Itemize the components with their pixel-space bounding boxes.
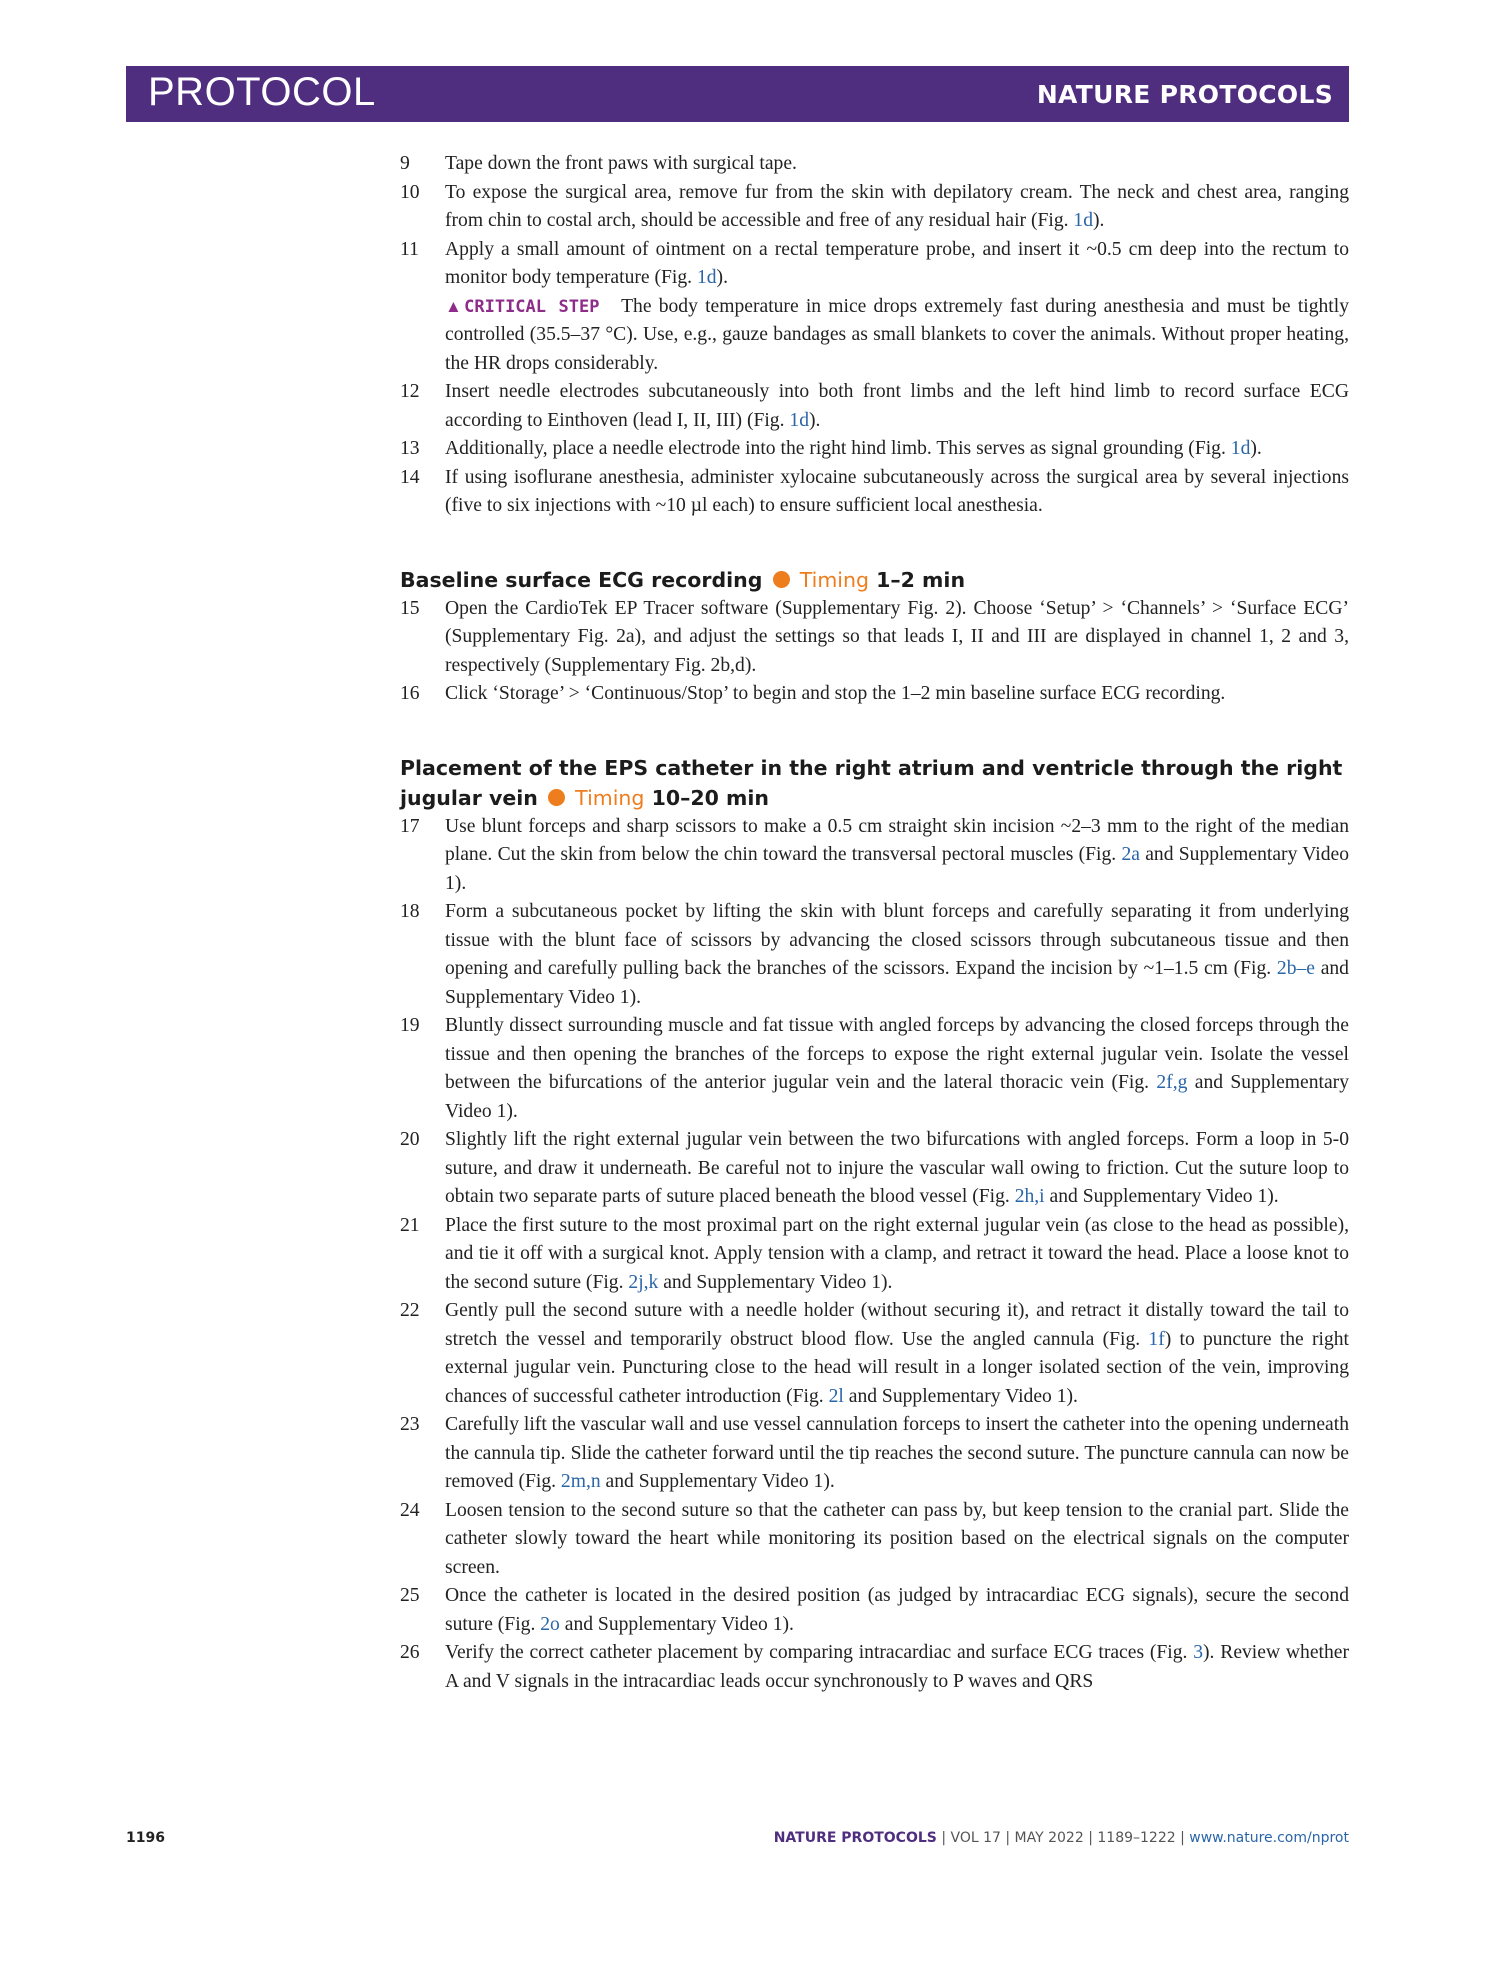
section-title: Placement of the EPS catheter in the right atrium and ventricle through the right jugular vein [400, 755, 1343, 810]
step-12 [400, 378, 1349, 435]
figure-link[interactable]: 1d [789, 409, 809, 431]
step-14 [400, 464, 1349, 521]
step-number: 21 [400, 1214, 420, 1236]
step-11 [400, 236, 1349, 379]
step-text-end: ). [809, 409, 821, 431]
timing-value: 10–20 min [651, 785, 770, 810]
critical-triangle-icon: ▲ [445, 296, 465, 316]
figure-link[interactable]: 3 [1193, 1642, 1204, 1663]
volume: VOL 17 [950, 1830, 1001, 1846]
step-number: 24 [400, 1499, 420, 1521]
step-text-end: and Supplementary Video 1). [445, 844, 1349, 894]
step-text-end: and Supplementary Video 1). [445, 1072, 1349, 1122]
timing-label: Timing [799, 567, 869, 592]
figure-link[interactable]: 2b–e [1276, 958, 1315, 979]
step-number: 16 [400, 683, 420, 704]
step-text: Tape down the front paws with surgical tape. [445, 153, 797, 174]
separator: | [1000, 1830, 1015, 1846]
section-heading-catheter [400, 753, 1349, 813]
step-text-end: and Supplementary Video 1). [559, 1613, 794, 1635]
timing-value: 1–2 min [876, 567, 966, 592]
step-number: 22 [400, 1300, 420, 1321]
step-17 [400, 813, 1349, 899]
step-text: If using isoflurane anesthesia, administer xylocaine subcutaneously across the surgical area by several injections (five to six injections with ~10 µl each) to ensure sufficient local anesthesia. [445, 466, 1349, 516]
main-content [400, 150, 1349, 1696]
step-text-end: and Supplementary Video 1). [600, 1471, 835, 1492]
step-24 [400, 1497, 1349, 1583]
step-text: Loosen tension to the second suture so that the catheter can pass by, but keep tension to the cranial part. Slide the catheter slowly toward the heart while monitoring its position based on the electrical signals on the computer screen. [445, 1499, 1349, 1578]
step-text-end: ). [1093, 210, 1105, 231]
step-19 [400, 1012, 1349, 1126]
step-number: 13 [400, 438, 420, 459]
step-18 [400, 898, 1349, 1012]
step-text: Gently pull the second suture with a needle holder (without securing it), and retract it distally toward the tail to stretch the vessel and temporarily obstruct blood flow. Use the angled cannula (Fig. [445, 1300, 1349, 1350]
separator: | [1175, 1830, 1190, 1846]
section-title: Baseline surface ECG recording [400, 567, 763, 592]
step-text-end: and Supplementary Video 1). [1044, 1186, 1279, 1207]
page-footer [126, 1830, 1349, 1854]
step-text-end: and Supplementary Video 1). [843, 1385, 1078, 1407]
figure-link[interactable]: 2f,g [1156, 1072, 1188, 1093]
figure-link[interactable]: 2o [540, 1613, 560, 1635]
page-range: 1189–1222 [1097, 1830, 1176, 1846]
step-16 [400, 680, 1349, 709]
step-number: 23 [400, 1414, 420, 1435]
critical-step-label: CRITICAL STEP [464, 296, 600, 317]
step-10 [400, 179, 1349, 236]
step-21 [400, 1212, 1349, 1298]
step-number: 9 [400, 153, 410, 174]
issue-date: MAY 2022 [1014, 1830, 1084, 1846]
step-20 [400, 1126, 1349, 1212]
timing-label: Timing [575, 785, 645, 810]
step-text: Once the catheter is located in the desired position (as judged by intracardiac ECG signals), secure the second suture (Fig. [445, 1585, 1349, 1635]
step-25 [400, 1582, 1349, 1639]
step-text: Place the first suture to the most proximal part on the right external jugular vein (as close to the head as possible), and tie it off with a surgical knot. Apply tension with a clamp, and retract it toward the head. Place a loose knot to the second suture (Fig. [445, 1214, 1349, 1293]
step-text-end: ). [1250, 438, 1262, 459]
step-number: 25 [400, 1585, 420, 1606]
step-text-end: ). [716, 267, 728, 288]
journal-citation [774, 1830, 1349, 1846]
section-heading-baseline [400, 565, 1349, 595]
page-header [126, 66, 1349, 122]
step-text: Click ‘Storage’ > ‘Continuous/Stop’ to begin and stop the 1–2 min baseline surface ECG recording. [445, 683, 1226, 704]
step-number: 15 [400, 597, 420, 619]
step-number: 11 [400, 238, 419, 260]
step-text: Insert needle electrodes subcutaneously into both front limbs and the left hind limb to record surface ECG according to Einthoven (lead I, II, III) (Fig. [445, 381, 1349, 431]
separator: | [936, 1830, 951, 1846]
step-text: Open the CardioTek EP Tracer software (Supplementary Fig. 2). Choose ‘Setup’ > ‘Channels’ > ‘Surface ECG’ (Supplementary Fig. 2a), and adjust the settings so that leads I, II and III are displayed in channel 1, 2 and 3, respectively (Supplementary Fig. 2b,d). [445, 597, 1349, 676]
step-text: Verify the correct catheter placement by comparing intracardiac and surface ECG traces (Fig. [445, 1642, 1194, 1663]
figure-link[interactable]: 1d [1073, 210, 1094, 231]
step-23 [400, 1411, 1349, 1497]
step-number: 18 [400, 901, 420, 922]
step-text-end: ). Review whether A and V signals in the intracardiac leads occur synchronously to P waves and QRS [445, 1642, 1349, 1692]
step-number: 19 [400, 1015, 420, 1036]
step-text: Carefully lift the vascular wall and use vessel cannulation forceps to insert the catheter into the opening underneath the cannula tip. Slide the catheter forward until the tip reaches the second suture. The puncture cannula can now be removed (Fig. [445, 1414, 1349, 1492]
step-22 [400, 1297, 1349, 1411]
step-13 [400, 435, 1349, 464]
timing-dot-icon [773, 571, 790, 588]
step-number: 17 [400, 815, 420, 837]
journal-label: NATURE PROTOCOLS [1036, 80, 1333, 109]
section-type-label: PROTOCOL [148, 70, 376, 114]
step-9 [400, 150, 1349, 179]
figure-link[interactable]: 2m,n [560, 1471, 601, 1492]
critical-step-text: The body temperature in mice drops extremely fast during anesthesia and must be tightly controlled (35.5–37 °C). Use, e.g., gauze bandages as small blankets to cover the animals. Without proper heating, the HR drops considerably. [445, 295, 1349, 374]
step-text: Bluntly dissect surrounding muscle and fat tissue with angled forceps by advancing the closed forceps through the tissue and then opening the branches of the forceps to expose the right external jugular vein. Isolate the vessel between the bifurcations of the anterior jugular vein and the lateral thoracic vein (Fig. [445, 1015, 1349, 1093]
step-number: 12 [400, 381, 420, 402]
step-text-end: and Supplementary Video 1). [445, 958, 1349, 1008]
figure-link[interactable]: 2j,k [628, 1271, 659, 1293]
timing-dot-icon [548, 789, 565, 806]
step-text: Use blunt forceps and sharp scissors to make a 0.5 cm straight skin incision ~2–3 mm to the right of the median plane. Cut the skin from below the chin toward the transversal pectoral muscles (Fig. [445, 815, 1349, 865]
step-text-end: and Supplementary Video 1). [658, 1271, 893, 1293]
step-text: Slightly lift the right external jugular vein between the two bifurcations with angled forceps. Form a loop in 5-0 suture, and draw it underneath. Be careful not to injure the vascular wall owing to friction. Cut the suture loop to obtain two separate parts of suture placed beneath the blood vessel (Fig. [445, 1129, 1349, 1207]
step-number: 14 [400, 466, 420, 488]
step-number: 20 [400, 1129, 420, 1150]
step-text: To expose the surgical area, remove fur from the skin with depilatory cream. The neck and chest area, ranging from chin to costal arch, should be accessible and free of any residual hair (Fig. [445, 181, 1349, 231]
figure-link[interactable]: 2a [1121, 844, 1140, 865]
step-text: Apply a small amount of ointment on a rectal temperature probe, and insert it ~0.5 cm deep into the rectum to monitor body temperature (Fig. [445, 238, 1349, 288]
figure-link[interactable]: 1d [1230, 438, 1251, 459]
step-text: Form a subcutaneous pocket by lifting the skin with blunt forceps and carefully separating it from underlying tissue with the blunt face of scissors by advancing the closed scissors through subcutaneous tissue and then opening and carefully pulling back the branches of the scissors. Expand the incision by ~1–1.5 cm (Fig. [445, 901, 1349, 979]
figure-link[interactable]: 2h,i [1014, 1186, 1045, 1207]
figure-link[interactable]: 1d [696, 267, 717, 288]
figure-link[interactable]: 2l [828, 1385, 844, 1407]
journal-url-link[interactable]: www.nature.com/nprot [1189, 1830, 1349, 1846]
step-26 [400, 1639, 1349, 1696]
step-number: 10 [400, 181, 420, 203]
journal-name: NATURE PROTOCOLS [773, 1830, 937, 1846]
step-text: Additionally, place a needle electrode into the right hind limb. This serves as signal grounding (Fig. [445, 438, 1231, 459]
step-number: 26 [400, 1642, 420, 1663]
figure-link[interactable]: 1f [1148, 1328, 1165, 1350]
page-number: 1196 [126, 1830, 165, 1846]
separator: | [1083, 1830, 1098, 1846]
step-text-mid: ) to puncture the right external jugular vein. Puncturing close to the head will result in a longer isolated section of the vein, improving chances of successful catheter introduction (Fig. [445, 1328, 1349, 1407]
step-15 [400, 595, 1349, 681]
